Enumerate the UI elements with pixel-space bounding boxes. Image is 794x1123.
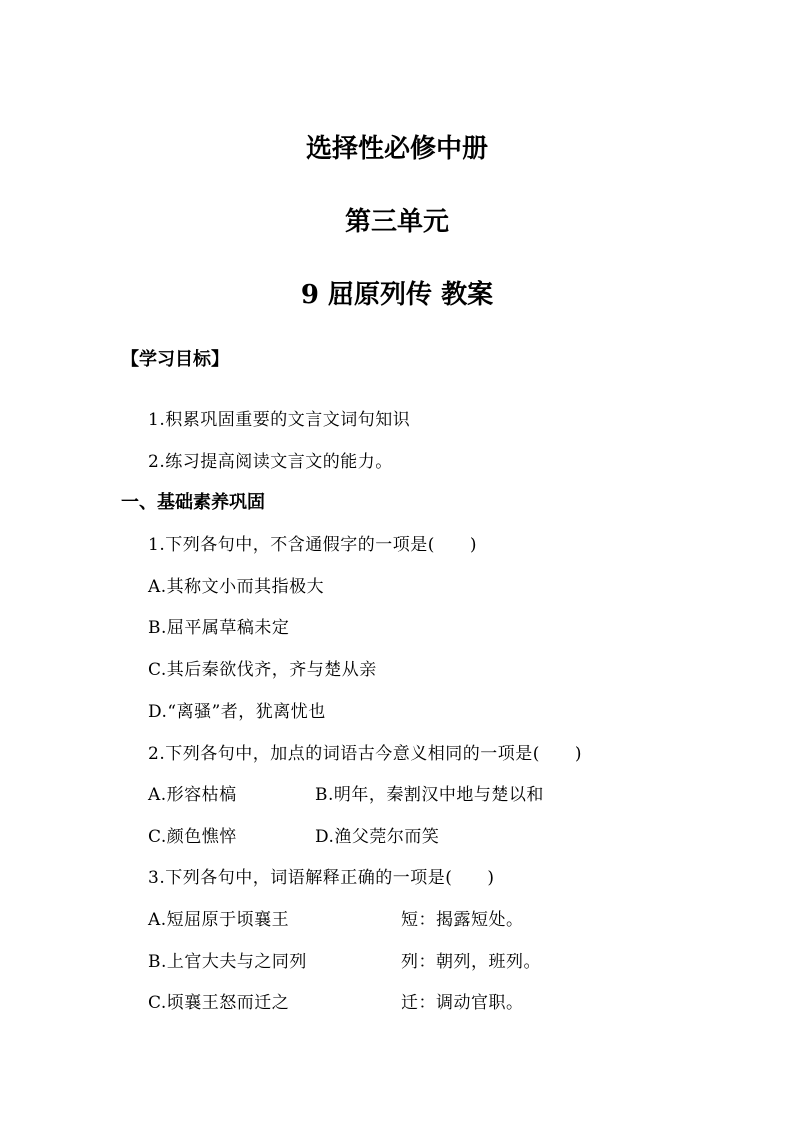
question-option-gloss: 列：朝列，班列。 <box>401 952 541 972</box>
question-option: C.颜色憔悴 <box>148 827 237 847</box>
unit-title: 第三单元 <box>344 207 449 237</box>
question-stem: 3.下列各句中，词语解释正确的一项是( ) <box>148 868 495 888</box>
question-option: D.渔父莞尔而笑 <box>315 827 440 847</box>
question-stem: 1.下列各句中，不含通假字的一项是( ) <box>148 535 477 555</box>
question-option: A.其称文小而其指极大 <box>148 577 325 597</box>
lesson-title: 9 屈原列传 教案 <box>300 280 494 310</box>
objective-item: 1.积累巩固重要的文言文词句知识 <box>148 410 411 430</box>
question-option-sentence: B.上官大夫与之同列 <box>148 952 307 972</box>
objectives-heading: 【学习目标】 <box>121 349 229 370</box>
question-option-gloss: 短：揭露短处。 <box>401 910 524 930</box>
question-option: B.屈平属草稿未定 <box>148 618 290 638</box>
objective-item: 2.练习提高阅读文言文的能力。 <box>148 452 393 472</box>
question-option-gloss: 迁：调动官职。 <box>401 993 524 1013</box>
section-heading: 一、基础素养巩固 <box>121 492 265 513</box>
question-stem: 2.下列各句中，加点的词语古今意义相同的一项是( ) <box>148 744 582 764</box>
book-title: 选择性必修中册 <box>305 134 488 164</box>
question-option-sentence: A.短屈原于顷襄王 <box>148 910 290 930</box>
question-option: C.其后秦欲伐齐，齐与楚从亲 <box>148 660 377 680</box>
question-option-sentence: C.顷襄王怒而迁之 <box>148 993 290 1013</box>
question-option: A.形容枯槁 <box>148 785 237 805</box>
question-option: B.明年，秦割汉中地与楚以和 <box>315 785 544 805</box>
question-option: D.“离骚”者，犹离忧也 <box>148 702 326 722</box>
